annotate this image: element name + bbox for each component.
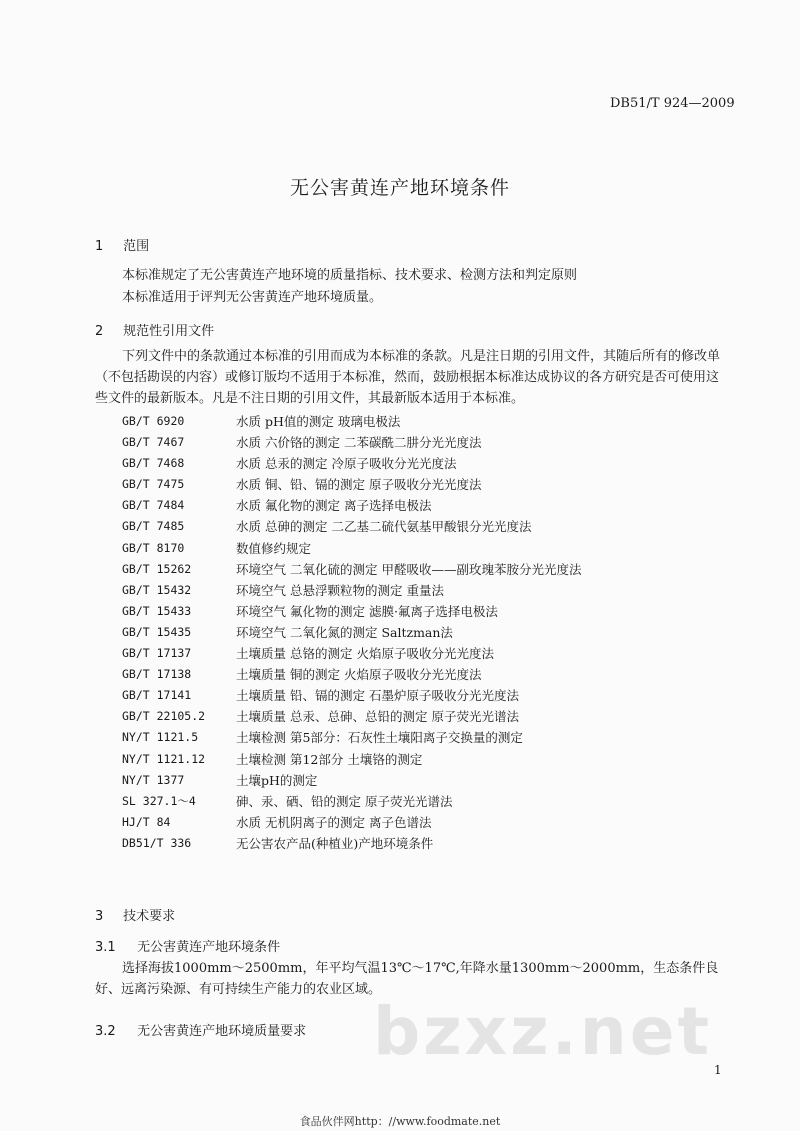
- reference-code: GB/T 7484: [122, 498, 185, 513]
- subsection-title: 无公害黄连产地环境质量要求: [137, 1024, 307, 1039]
- reference-row: [122, 643, 581, 664]
- reference-title: 土壤质量 总汞、总砷、总铅的测定 原子荧光光谱法: [236, 709, 519, 725]
- reference-code: GB/T 17138: [122, 667, 192, 682]
- reference-title: 土壤检测 第5部分：石灰性土壤阳离子交换量的测定: [236, 730, 523, 746]
- reference-row: [122, 791, 581, 812]
- reference-row: [122, 685, 581, 706]
- subsection-title: 无公害黄连产地环境条件: [137, 940, 281, 955]
- reference-title: 水质 六价铬的测定 二苯碳酰二肼分光光度法: [236, 435, 482, 451]
- subsection-number: 3.2: [95, 1024, 116, 1039]
- section-title: 范围: [123, 239, 150, 254]
- reference-code: GB/T 7485: [122, 519, 185, 534]
- reference-title: 数值修约规定: [236, 540, 312, 556]
- reference-code: DB51/T 336: [122, 835, 192, 850]
- reference-row: [122, 538, 581, 559]
- reference-code: GB/T 22105.2: [122, 709, 206, 724]
- reference-title: 环境空气 二氧化硫的测定 甲醛吸收——副玫瑰苯胺分光光度法: [236, 561, 582, 577]
- footer-source: 食品伙伴网http：//www.foodmate.net: [299, 1115, 501, 1128]
- reference-title: 土壤pH的测定: [236, 772, 318, 788]
- reference-title: 土壤质量 总铬的测定 火焰原子吸收分光光度法: [236, 646, 494, 662]
- reference-code: NY/T 1121.5: [122, 730, 199, 745]
- section-2-heading: [95, 320, 214, 339]
- reference-title: 土壤质量 铅、镉的测定 石墨炉原子吸收分光光度法: [236, 688, 519, 704]
- reference-row: [122, 812, 581, 833]
- reference-title: 水质 氟化物的测定 离子选择电极法: [236, 498, 432, 514]
- reference-code: NY/T 1121.12: [122, 751, 206, 766]
- section-title: 规范性引用文件: [123, 324, 215, 339]
- reference-row: [122, 495, 581, 516]
- reference-row: [122, 559, 581, 580]
- reference-title: 水质 总汞的测定 冷原子吸收分光光度法: [236, 456, 457, 472]
- reference-title: 砷、汞、硒、铅的测定 原子荧光光谱法: [236, 793, 453, 809]
- intro-paragraph: 下列文件中的条款通过本标准的引用而成为本标准的条款。凡是注日期的引用文件，其随后所有的修改单（不包括勘误的内容）或修订版均不适用于本标准，然而，鼓励根据本标准达成协议的各方研究是否可使用这些文件的最新版本。凡是不注日期的引用文件，其最新版本适用于本标准。: [95, 349, 721, 406]
- reference-row: [122, 770, 581, 791]
- reference-row: [122, 622, 581, 643]
- section-1-heading: [95, 235, 149, 254]
- reference-code: GB/T 8170: [122, 540, 185, 555]
- reference-code: GB/T 17137: [122, 646, 192, 661]
- reference-title: 环境空气 二氧化氮的测定 Saltzman法: [236, 624, 453, 640]
- subsection-3-2-heading: [95, 1020, 306, 1039]
- reference-row: [122, 727, 581, 748]
- reference-code: GB/T 6920: [122, 414, 185, 428]
- reference-title: 土壤检测 第12部分 土壤铬的测定: [236, 751, 423, 767]
- reference-title: 水质 总砷的测定 二乙基二硫代氨基甲酸银分光光度法: [236, 519, 532, 535]
- reference-row: [122, 580, 581, 601]
- reference-code: GB/T 7467: [122, 435, 185, 450]
- reference-row: [122, 833, 581, 854]
- reference-title: 水质 无机阴离子的测定 离子色谱法: [236, 814, 432, 830]
- reference-code: GB/T 7468: [122, 456, 185, 471]
- reference-title: 环境空气 氟化物的测定 滤膜·氟离子选择电极法: [236, 603, 498, 619]
- reference-row: [122, 664, 581, 685]
- page-number: 1: [714, 1063, 722, 1077]
- reference-title: 土壤质量 铜的测定 火焰原子吸收分光光度法: [236, 667, 482, 683]
- reference-code: GB/T 15433: [122, 603, 192, 618]
- reference-row: [122, 432, 581, 453]
- reference-code: GB/T 17141: [122, 688, 192, 703]
- reference-code: HJ/T 84: [122, 814, 171, 829]
- reference-code: GB/T 7475: [122, 477, 185, 492]
- reference-title: 无公害农产品(种植业)产地环境条件: [236, 835, 434, 851]
- conditions-paragraph: 选择海拔1000mm～2500mm，年平均气温13℃～17℃,年降水量1300mm～2000mm，生态条件良好、远离污染源、有可持续生产能力的农业区域。: [95, 961, 719, 997]
- reference-row: [122, 706, 581, 727]
- standard-code: DB51/T 924—2009: [610, 96, 735, 111]
- references-intro: [95, 346, 720, 409]
- subsection-3-1-heading: [95, 936, 280, 955]
- document-title: 无公害黄连产地环境条件: [289, 177, 510, 199]
- reference-code: SL 327.1～4: [122, 793, 196, 808]
- section-title: 技术要求: [123, 909, 176, 924]
- reference-row: [122, 516, 581, 537]
- reference-list: [122, 411, 581, 854]
- reference-code: GB/T 15432: [122, 582, 192, 597]
- reference-code: GB/T 15435: [122, 624, 192, 639]
- section-number: 3: [95, 909, 104, 924]
- reference-row: [122, 411, 581, 432]
- subsection-number: 3.1: [95, 940, 116, 955]
- reference-title: 水质 铜、铅、镉的测定 原子吸收分光光度法: [236, 477, 482, 493]
- section-number: 1: [95, 239, 104, 254]
- reference-row: [122, 749, 581, 770]
- watermark: bzxz.net: [373, 993, 713, 1070]
- reference-code: NY/T 1377: [122, 772, 185, 787]
- section-3-heading: [95, 905, 175, 924]
- reference-code: GB/T 15262: [122, 561, 192, 576]
- reference-row: [122, 474, 581, 495]
- scope-line-2: 本标准适用于评判无公害黄连产地环境质量。: [122, 290, 383, 305]
- reference-row: [122, 601, 581, 622]
- scope-line-1: 本标准规定了无公害黄连产地环境的质量指标、技术要求、检测方法和判定原则: [122, 268, 578, 283]
- reference-row: [122, 453, 581, 474]
- reference-title: 水质 pH值的测定 玻璃电极法: [236, 414, 401, 429]
- section-number: 2: [95, 324, 104, 339]
- reference-title: 环境空气 总悬浮颗粒物的测定 重量法: [236, 582, 444, 598]
